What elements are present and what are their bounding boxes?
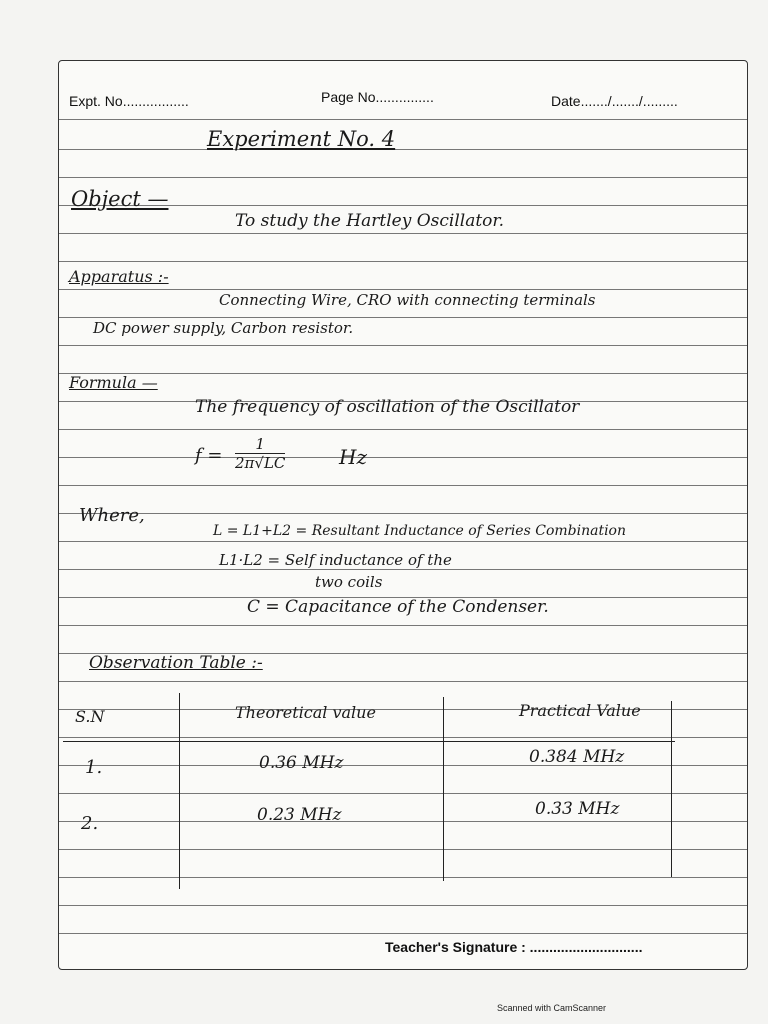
where-l1l2-definition: L1·L2 = Self inductance of the (219, 551, 452, 569)
apparatus-line-2: DC power supply, Carbon resistor. (93, 319, 354, 337)
formula-f-label: f = (195, 445, 223, 466)
table-row-1-practical: 0.384 MHz (529, 747, 625, 767)
object-text: To study the Hartley Oscillator. (235, 211, 505, 231)
table-row-2-theoretical: 0.23 MHz (257, 805, 342, 825)
table-header-line (63, 741, 675, 742)
formula-text: The frequency of oscillation of the Oscillator (195, 397, 580, 417)
formula-heading: Formula — (69, 373, 158, 392)
teacher-signature-line: Teacher's Signature : ............................. (385, 939, 643, 955)
apparatus-line-1: Connecting Wire, CRO with connecting terminals (219, 291, 596, 309)
formula-unit: Hz (339, 445, 367, 469)
page-no-field: Page No............... (321, 89, 434, 105)
object-heading: Object — (71, 187, 169, 211)
table-row-2-practical: 0.33 MHz (535, 799, 620, 819)
table-divider-3 (671, 701, 672, 877)
apparatus-heading: Apparatus :- (69, 267, 169, 286)
table-row-1-sn: 1. (85, 757, 103, 778)
table-divider-1 (179, 693, 180, 889)
table-header-theoretical: Theoretical value (235, 703, 376, 722)
experiment-title: Experiment No. 4 (207, 127, 396, 151)
notebook-page (58, 60, 748, 970)
table-divider-2 (443, 697, 444, 881)
table-header-sn: S.N (75, 707, 105, 726)
page-header (59, 61, 747, 117)
where-l1l2-definition-2: two coils (315, 573, 383, 591)
formula-numerator: 1 (235, 435, 285, 454)
table-header-practical: Practical Value (519, 701, 641, 720)
formula-denominator: 2π√LC (235, 454, 286, 472)
table-row-1-theoretical: 0.36 MHz (259, 753, 344, 773)
where-l-definition: L = L1+L2 = Resultant Inductance of Series Combination (213, 523, 626, 539)
where-c-definition: C = Capacitance of the Condenser. (247, 597, 549, 617)
where-heading: Where, (79, 505, 145, 526)
observation-heading: Observation Table :- (89, 653, 263, 673)
formula-fraction (235, 435, 285, 472)
date-field: Date......./......./......... (551, 93, 678, 109)
table-row-2-sn: 2. (81, 813, 99, 834)
expt-no-field: Expt. No................. (69, 93, 189, 109)
scanner-watermark: Scanned with CamScanner (497, 1003, 607, 1013)
